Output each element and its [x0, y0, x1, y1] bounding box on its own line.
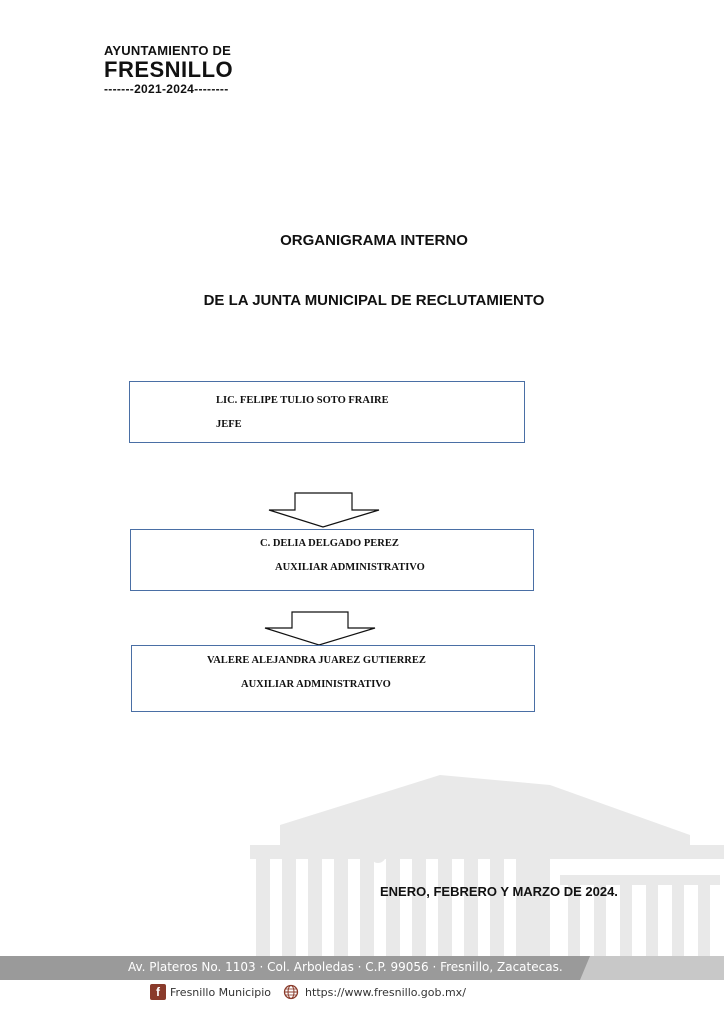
org-box-position: AUXILIAR ADMINISTRATIVO — [241, 679, 391, 690]
website-link[interactable]: https://www.fresnillo.gob.mx/ — [305, 985, 466, 999]
globe-icon — [283, 984, 299, 1000]
org-box-assistant-1 — [130, 529, 534, 591]
footer-address: Av. Plateros No. 1103 · Col. Arboledas · C.P. 99056 · Fresnillo, Zacatecas. — [128, 960, 563, 974]
org-box-name: LIC. FELIPE TULIO SOTO FRAIRE — [216, 395, 389, 406]
facebook-icon: f — [150, 984, 166, 1000]
org-box-name: C. DELIA DELGADO PEREZ — [260, 538, 399, 549]
document-title: ORGANIGRAMA INTERNO — [280, 232, 468, 249]
document-subtitle: DE LA JUNTA MUNICIPAL DE RECLUTAMIENTO — [203, 292, 545, 309]
org-box-assistant-2 — [131, 645, 535, 712]
down-arrow-icon — [262, 610, 378, 648]
letterhead-line2: FRESNILLO — [104, 57, 234, 82]
org-box-position: AUXILIAR ADMINISTRATIVO — [275, 562, 425, 573]
org-box-chief — [129, 381, 525, 443]
letterhead-line1: AYUNTAMIENTO DE — [104, 43, 231, 58]
monument-watermark — [250, 765, 724, 957]
letterhead — [104, 43, 233, 96]
down-arrow-icon — [266, 491, 382, 529]
facebook-label: Fresnillo Municipio — [170, 985, 272, 999]
org-box-position: JEFE — [216, 419, 242, 430]
org-box-name: VALERE ALEJANDRA JUAREZ GUTIERREZ — [207, 655, 426, 666]
footer-social — [150, 984, 466, 1000]
letterhead-line3: -------2021-2024-------- — [104, 82, 229, 96]
date-line: ENERO, FEBRERO Y MARZO DE 2024. — [380, 884, 618, 899]
